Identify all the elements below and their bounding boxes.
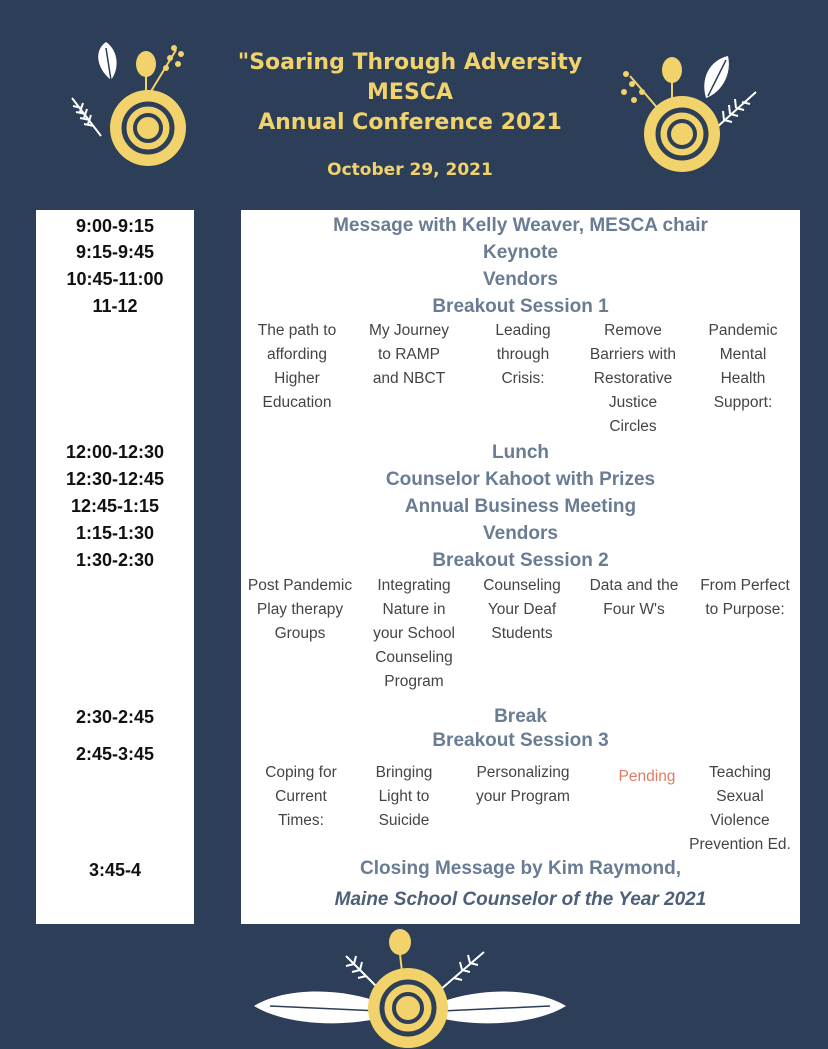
session-item: Remove Barriers with Restorative Justice Circles <box>589 322 677 435</box>
event-lunch: Lunch <box>492 442 549 463</box>
time-slot: 12:30-12:45 <box>65 469 165 489</box>
session-item: The path to affording Higher Education <box>257 322 337 411</box>
session-item: Counseling Your Deaf Students <box>483 577 561 642</box>
session-item: Coping for Current Times: <box>265 764 337 829</box>
session-item: Integrating Nature in your School Counseling Program <box>373 577 455 690</box>
event-vendors: Vendors <box>483 269 558 290</box>
event-breakout-1: Breakout Session 1 <box>432 296 609 317</box>
event-closing-subtitle: Maine School Counselor of the Year 2021 <box>334 889 707 910</box>
session-item: My Journey to RAMP and NBCT <box>368 322 450 387</box>
session-item-pending: Pending <box>618 768 676 785</box>
event-closing: Closing Message by Kim Raymond, <box>360 858 681 879</box>
time-slot: 9:00-9:15 <box>75 216 155 236</box>
session-item: Pandemic Mental Health Support: <box>708 322 778 411</box>
session-item: Post Pandemic Play therapy Groups <box>247 577 353 642</box>
event-vendors: Vendors <box>483 523 558 544</box>
event-breakout-3: Breakout Session 3 <box>432 730 609 751</box>
session-item: Leading through Crisis: <box>495 322 551 387</box>
time-slot: 10:45-11:00 <box>66 269 164 289</box>
time-slot: 3:45-4 <box>88 860 142 880</box>
time-slot: 1:30-2:30 <box>75 550 155 570</box>
event-kahoot: Counselor Kahoot with Prizes <box>385 469 656 490</box>
times-column <box>36 210 194 924</box>
event-keynote: Keynote <box>483 242 558 263</box>
conference-title <box>200 48 620 138</box>
time-slot: 1:15-1:30 <box>75 523 155 543</box>
title-line-2: MESCA <box>367 80 453 105</box>
time-slot: 2:45-3:45 <box>75 744 155 764</box>
event-business-meeting: Annual Business Meeting <box>404 496 637 517</box>
schedule-column <box>241 210 800 924</box>
title-line-3: Annual Conference 2021 <box>258 110 562 135</box>
session-item: Teaching Sexual Violence Prevention Ed. <box>689 764 791 853</box>
time-slot: 12:00-12:30 <box>65 442 165 462</box>
time-slot: 11-12 <box>92 296 138 316</box>
event-breakout-2: Breakout Session 2 <box>432 550 609 571</box>
session-item: From Perfect to Purpose: <box>700 577 790 618</box>
flower-bottom-icon <box>250 928 570 1049</box>
time-slot: 12:45-1:15 <box>70 496 160 516</box>
flower-right-icon <box>620 48 760 178</box>
title-line-1: "Soaring Through Adversity <box>237 50 583 75</box>
flower-left-icon <box>66 38 196 168</box>
event-break: Break <box>494 706 547 727</box>
time-slot: 2:30-2:45 <box>75 707 155 727</box>
session-item: Bringing Light to Suicide <box>375 764 433 829</box>
time-slot: 9:15-9:45 <box>75 242 155 262</box>
conference-date: October 29, 2021 <box>327 160 493 180</box>
session-item: Personalizing your Program <box>476 764 570 805</box>
event-message: Message with Kelly Weaver, MESCA chair <box>333 215 708 236</box>
session-item: Data and the Four W's <box>589 577 679 618</box>
